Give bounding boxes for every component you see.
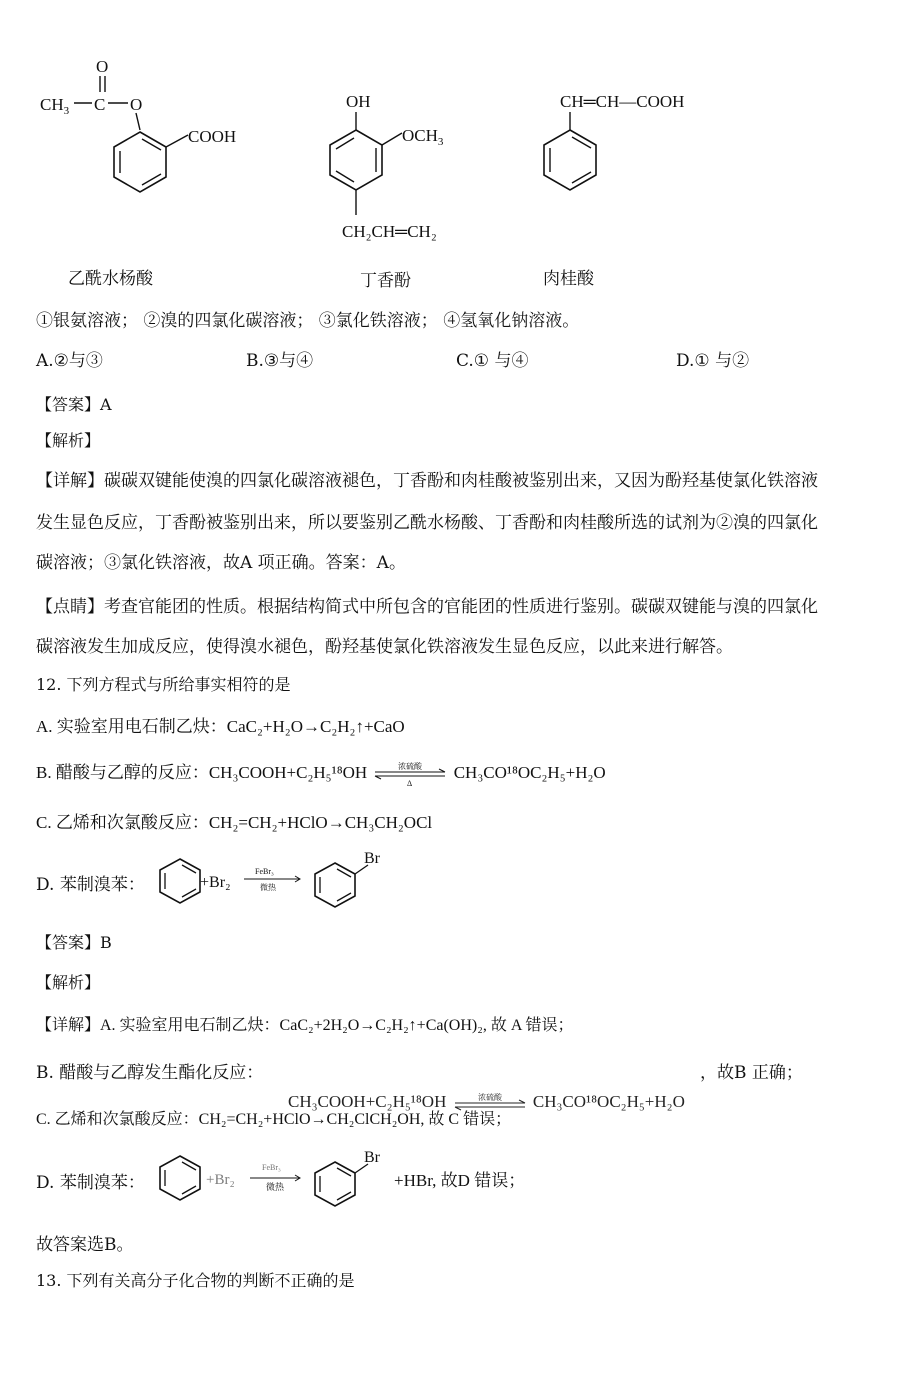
detail-benzene-ring xyxy=(160,1156,200,1200)
svg-text:OCH3 xyxy=(402,126,444,148)
reagents-line: ①银氨溶液； ②溴的四氯化碳溶液； ③氯化铁溶液； ④氢氧化钠溶液。 xyxy=(36,311,580,331)
q12-option-d-prefix: D. 苯制溴苯： xyxy=(36,875,145,895)
carboxyl-label: COOH xyxy=(188,127,237,146)
q11-option-d: D.① 与② xyxy=(676,351,750,371)
q12-detail-d-equation xyxy=(150,1148,400,1210)
vinyl-chain-label: CH═CH—COOH xyxy=(560,92,685,111)
q12-option-a: A. 实验室用电石制乙炔：CaC₂+H₂O→C₂H₂↑+CaO xyxy=(36,717,405,736)
q12-detail-b-equation xyxy=(288,1092,685,1114)
q12-detail-b-reactants: CH₃COOH+C₂H₅¹⁸OH xyxy=(288,1092,447,1111)
q11-tip-line-2: 碳溶液发生加成反应，使得溴水褪色，酚羟基使氯化铁溶液发生显色反应，以此来进行解答。 xyxy=(36,637,733,657)
cinnamic-acid-structure xyxy=(530,85,750,205)
q11-detail-line-2: 发生显色反应，丁香酚被鉴别出来，所以要鉴别乙酰水杨酸、丁香酚和肉桂酸所选的试剂为②溴的四氯化 xyxy=(36,513,818,533)
carbonyl-oxygen: O xyxy=(96,57,109,76)
aspirin-structure xyxy=(30,50,260,210)
detail-bromine-substituent: Br xyxy=(364,1149,380,1166)
q12-option-b xyxy=(36,758,606,787)
aspirin-name: 乙酰水杨酸 xyxy=(68,269,153,289)
q12-detail-c: C. 乙烯和次氯酸反应：CH₂=CH₂+HClO→CH₂ClCH₂OH, 故 C 错误； xyxy=(36,1111,512,1128)
ester-oxygen: O xyxy=(130,95,143,114)
benzene-ring xyxy=(160,859,200,903)
q11-option-b: B.③与④ xyxy=(246,351,314,371)
arrow-catalyst-label: 浓硫酸 xyxy=(398,762,423,772)
q12-detail-d-end: +HBr, 故D 错误； xyxy=(394,1171,526,1190)
q12-final-answer: 故答案选B。 xyxy=(36,1235,134,1255)
q11-detail-line-1: 【详解】碳碳双键能使溴的四氯化碳溶液褪色，丁香酚和肉桂酸被鉴别出来，又因为酚羟基使氯化铁溶液 xyxy=(36,471,818,491)
q12-option-d-equation xyxy=(150,845,410,915)
bromine-reagent: +Br₂ xyxy=(200,874,231,891)
cinnamic-acid-name: 肉桂酸 xyxy=(543,269,594,289)
q13-stem: 13. 下列有关高分子化合物的判断不正确的是 xyxy=(36,1271,355,1290)
q12-detail-b-products: CH₃CO¹⁸OC₂H₅+H₂O xyxy=(532,1092,685,1111)
q12-detail-b-end: ，故B 正确； xyxy=(700,1063,803,1083)
catalyst-label: FeBr₃ xyxy=(255,867,274,876)
hydroxyl-label: OH xyxy=(346,92,371,111)
detail-arrow-catalyst-label: 浓硫酸 xyxy=(477,1093,502,1103)
detail-condition-label: 微热 xyxy=(266,1182,285,1192)
q11-analysis-heading: 【解析】 xyxy=(36,431,101,450)
arrow-heat-label: Δ xyxy=(407,779,413,788)
methyl-subscript: 3 xyxy=(63,105,70,117)
reversible-arrow xyxy=(371,761,449,787)
methoxy-label: OCH xyxy=(402,126,438,145)
q12-detail-d-prefix: D. 苯制溴苯： xyxy=(36,1173,145,1193)
bromobenzene-ring xyxy=(315,863,355,907)
q11-answer: 【答案】A xyxy=(36,395,112,414)
q12-answer: 【答案】B xyxy=(36,933,112,952)
detail-catalyst-label: FeBr₃ xyxy=(262,1163,281,1172)
q12-analysis-heading: 【解析】 xyxy=(36,973,101,992)
q11-detail-line-3: 碳溶液；③氯化铁溶液，故A 项正确。答案：A。 xyxy=(36,553,406,573)
q11-tip-line-1: 【点睛】考查官能团的性质。根据结构简式中所包含的官能团的性质进行鉴别。碳碳双键能与溴的四氯化 xyxy=(36,597,818,617)
allyl-chain-label: CH₂CH═CH₂ xyxy=(342,222,437,241)
bromine-substituent: Br xyxy=(364,850,380,867)
eugenol-name: 丁香酚 xyxy=(360,271,411,291)
carbonyl-carbon: C xyxy=(94,95,106,114)
q11-option-c: C.① 与④ xyxy=(456,351,529,371)
detail-bromine-reagent: +Br₂ xyxy=(206,1172,235,1188)
q12-stem: 12. 下列方程式与所给事实相符的是 xyxy=(36,675,291,694)
q12-option-b-reactants: CH₃COOH+C₂H₅¹⁸OH xyxy=(208,763,368,782)
q12-option-b-products: CH₃CO¹⁸OC₂H₅+H₂O xyxy=(453,763,606,782)
q12-detail-a: 【详解】A. 实验室用电石制乙炔：CaC₂+2H₂O→C₂H₂↑+Ca(OH)₂, 故 A 错误； xyxy=(36,1017,574,1034)
q12-detail-b: B. 醋酸与乙醇发生酯化反应： xyxy=(36,1063,264,1083)
detail-bromobenzene-ring xyxy=(315,1162,355,1206)
svg-text:CH3 xyxy=(40,95,70,117)
eugenol-structure xyxy=(300,85,490,255)
methoxy-subscript: 3 xyxy=(437,136,444,148)
q12-option-c: C. 乙烯和次氯酸反应：CH₂=CH₂+HClO→CH₃CH₂OCl xyxy=(36,813,433,832)
methyl-label: CH xyxy=(40,95,64,114)
condition-label: 微热 xyxy=(260,883,276,892)
q12-option-b-prefix: B. 醋酸与乙醇的反应： xyxy=(36,763,209,782)
q11-option-a: A.②与③ xyxy=(36,351,103,371)
reversible-arrow-detail xyxy=(451,1092,529,1114)
